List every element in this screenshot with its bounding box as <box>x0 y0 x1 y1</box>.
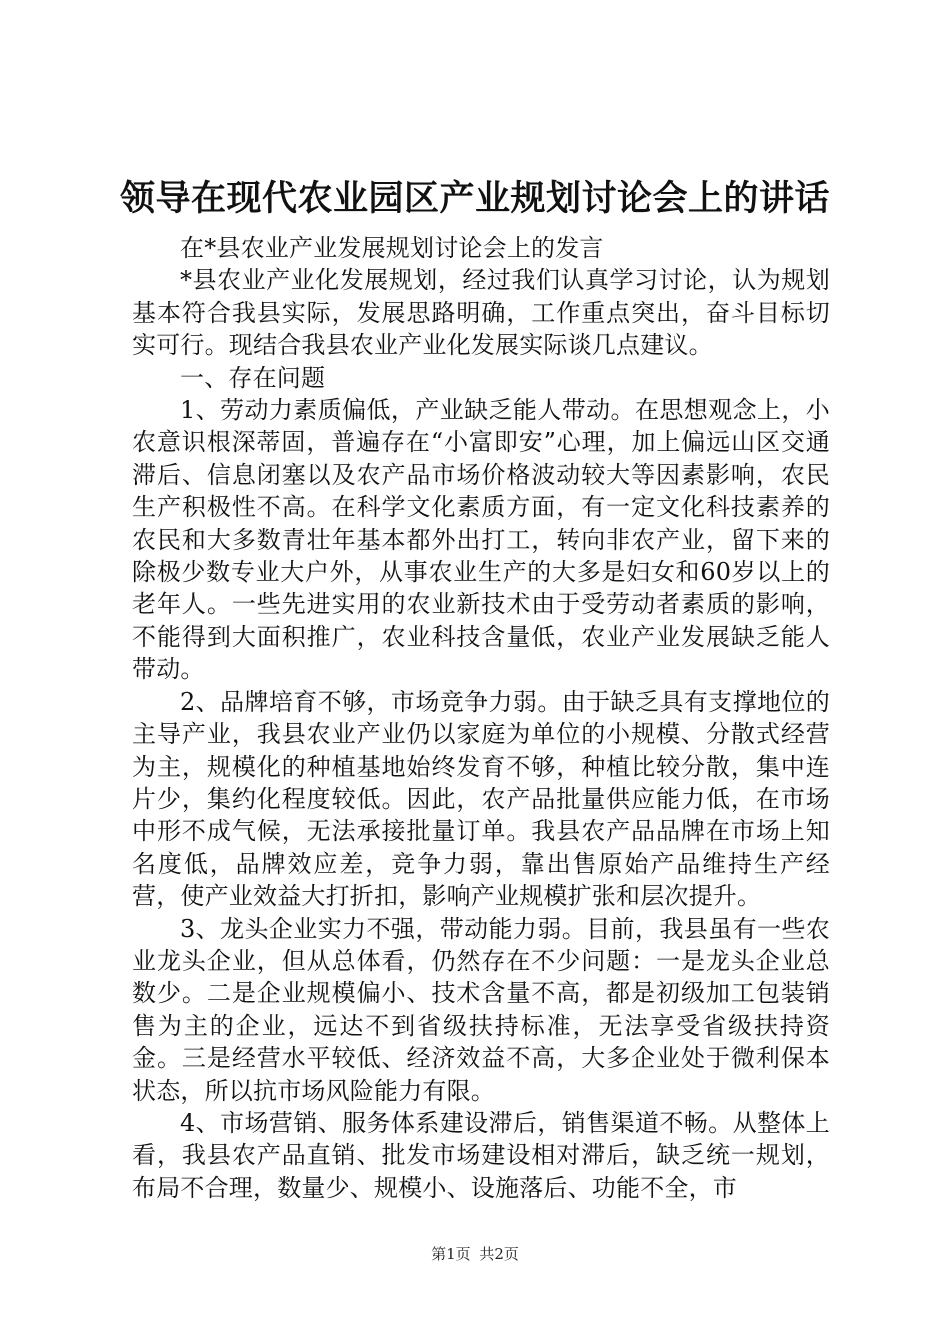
issue-paragraph-2: 2、品牌培育不够，市场竞争力弱。由于缺乏具有支撑地位的主导产业，我县农业产业仍以家庭为单位的小规模、分散式经营为主，规模化的种植基地始终发育不够，种植比较分散，集中连片少，集约化程度较低。因此，农产品批量供应能力低，在市场中形不成气候，无法承接批量订单。我县农产品品牌在市场上知名度低，品牌效应差，竞争力弱，靠出售原始产品维持生产经营，使产业效益大打折扣，影响产业规模扩张和层次提升。 <box>132 687 830 911</box>
document-title: 领导在现代农业园区产业规划讨论会上的讲话 <box>119 178 830 219</box>
page-footer <box>0 1244 950 1264</box>
issue-paragraph-4: 4、市场营销、服务体系建设滞后，销售渠道不畅。从整体上看，我县农产品直销、批发市场建设相对滞后，缺乏统一规划，布局不合理，数量少、规模小、设施落后、功能不全，市 <box>132 1108 830 1202</box>
issue-paragraph-1: 1、劳动力素质偏低，产业缺乏能人带动。在思想观念上，小农意识根深蒂固，普遍存在“小富即安”心理，加上偏远山区交通滞后、信息闭塞以及农产品市场价格波动较大等因素影响，农民生产积极性不高。在科学文化素质方面，有一定文化科技素养的农民和大多数青壮年基本都外出打工，转向非农产业，留下来的除极少数专业大户外，从事农业生产的大多是妇女和60岁以上的老年人。一些先进实用的农业新技术由于受劳动者素质的影响，不能得到大面积推广，农业科技含量低，农业产业发展缺乏能人带动。 <box>132 396 830 684</box>
document-body <box>132 232 830 1204</box>
issue-paragraph-3: 3、龙头企业实力不强，带动能力弱。目前，我县虽有一些农业龙头企业，但从总体看，仍然存在不少问题：一是龙头企业总数少。二是企业规模偏小、技术含量不高，都是初级加工包装销售为主的企业，远达不到省级扶持标准，无法享受省级扶持资金。三是经营水平较低、经济效益不高，大多企业处于微利保本状态，所以抗市场风险能力有限。 <box>132 914 830 1105</box>
page-number: 第1页 <box>431 1245 471 1263</box>
subtitle-paragraph: 在*县农业产业发展规划讨论会上的发言 <box>180 234 604 262</box>
page-total: 共2页 <box>479 1245 519 1263</box>
intro-paragraph: *县农业产业化发展规划，经过我们认真学习讨论，认为规划基本符合我县实际，发展思路明确，工作重点突出，奋斗目标切实可行。现结合我县农业产业化发展实际谈几点建议。 <box>132 266 830 360</box>
section-heading: 一、存在问题 <box>180 363 326 392</box>
